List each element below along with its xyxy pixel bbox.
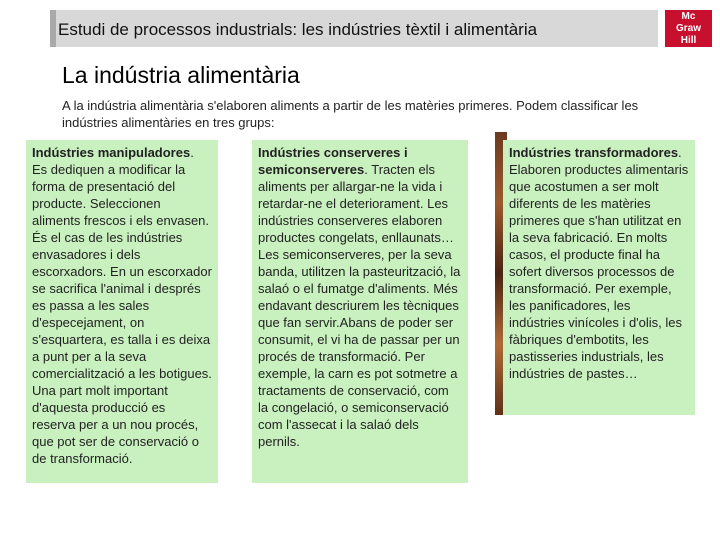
box-heading: Indústries conserveres i semiconserveres	[258, 145, 408, 177]
publisher-logo: Mc Graw Hill	[665, 10, 712, 47]
box-heading: Indústries transformadores	[509, 145, 679, 160]
page-title: La indústria alimentària	[62, 62, 300, 88]
box-heading: Indústries manipuladores	[32, 145, 191, 160]
intro-text: A la indústria alimentària s'elaboren aliments a partir de les matèries primeres. Podem classificar les indústries alimentàries en tres grups:	[62, 98, 639, 130]
box-body: . Tracten els aliments per allargar-ne la vida i retardar-ne el deteriorament. Les indústries conserveres elaboren productes congelats, enllaunats… Les semiconserveres, per la seva banda, utilitzen la pasteurització, la salaó o el fumatge d'aliments. Més endavant descriurem les tècniques que fan servir.Abans de poder ser consumit, el vi ha de passar per un procés de transformació. Per exemple, la carn es pot sotmetre a tractaments de conservació, com la congelació, o semiconservació com l'assecat i la salaó dels pernils.	[258, 162, 461, 449]
box-transformadores	[503, 140, 695, 415]
box-conserveres	[252, 140, 468, 483]
box-body: . Elaboren productes alimentaris que acostumen a ser molt diferents de les matèries primeres que s'han utilitzat en la seva fabricació. En molts casos, el producte final ha sofert diversos processos de transformació. Per exemple, les panificadores, les indústries vinícoles i d'olis, les fàbriques d'embotits, les pastisseries industrials, les indústries de pastes…	[509, 145, 689, 381]
box-body: . Es dediquen a modificar la forma de presentació del producte. Seleccionen aliments frescos i els envasen. És el cas de les indústries envasadores i dels escorxadors. En un escorxador se sacrifica l'animal i després es passa a les sales d'especejament, on s'esquartera, es talla i es deixa a punt per a la seva comercialització a les botigues. Una part molt important d'aquesta producció es reserva per a un nou procés, que pot ser de conservació o de transformació.	[32, 145, 212, 466]
box-manipuladores	[26, 140, 218, 483]
header-title: Estudi de processos industrials: les indústries tèxtil i alimentària	[58, 20, 538, 39]
